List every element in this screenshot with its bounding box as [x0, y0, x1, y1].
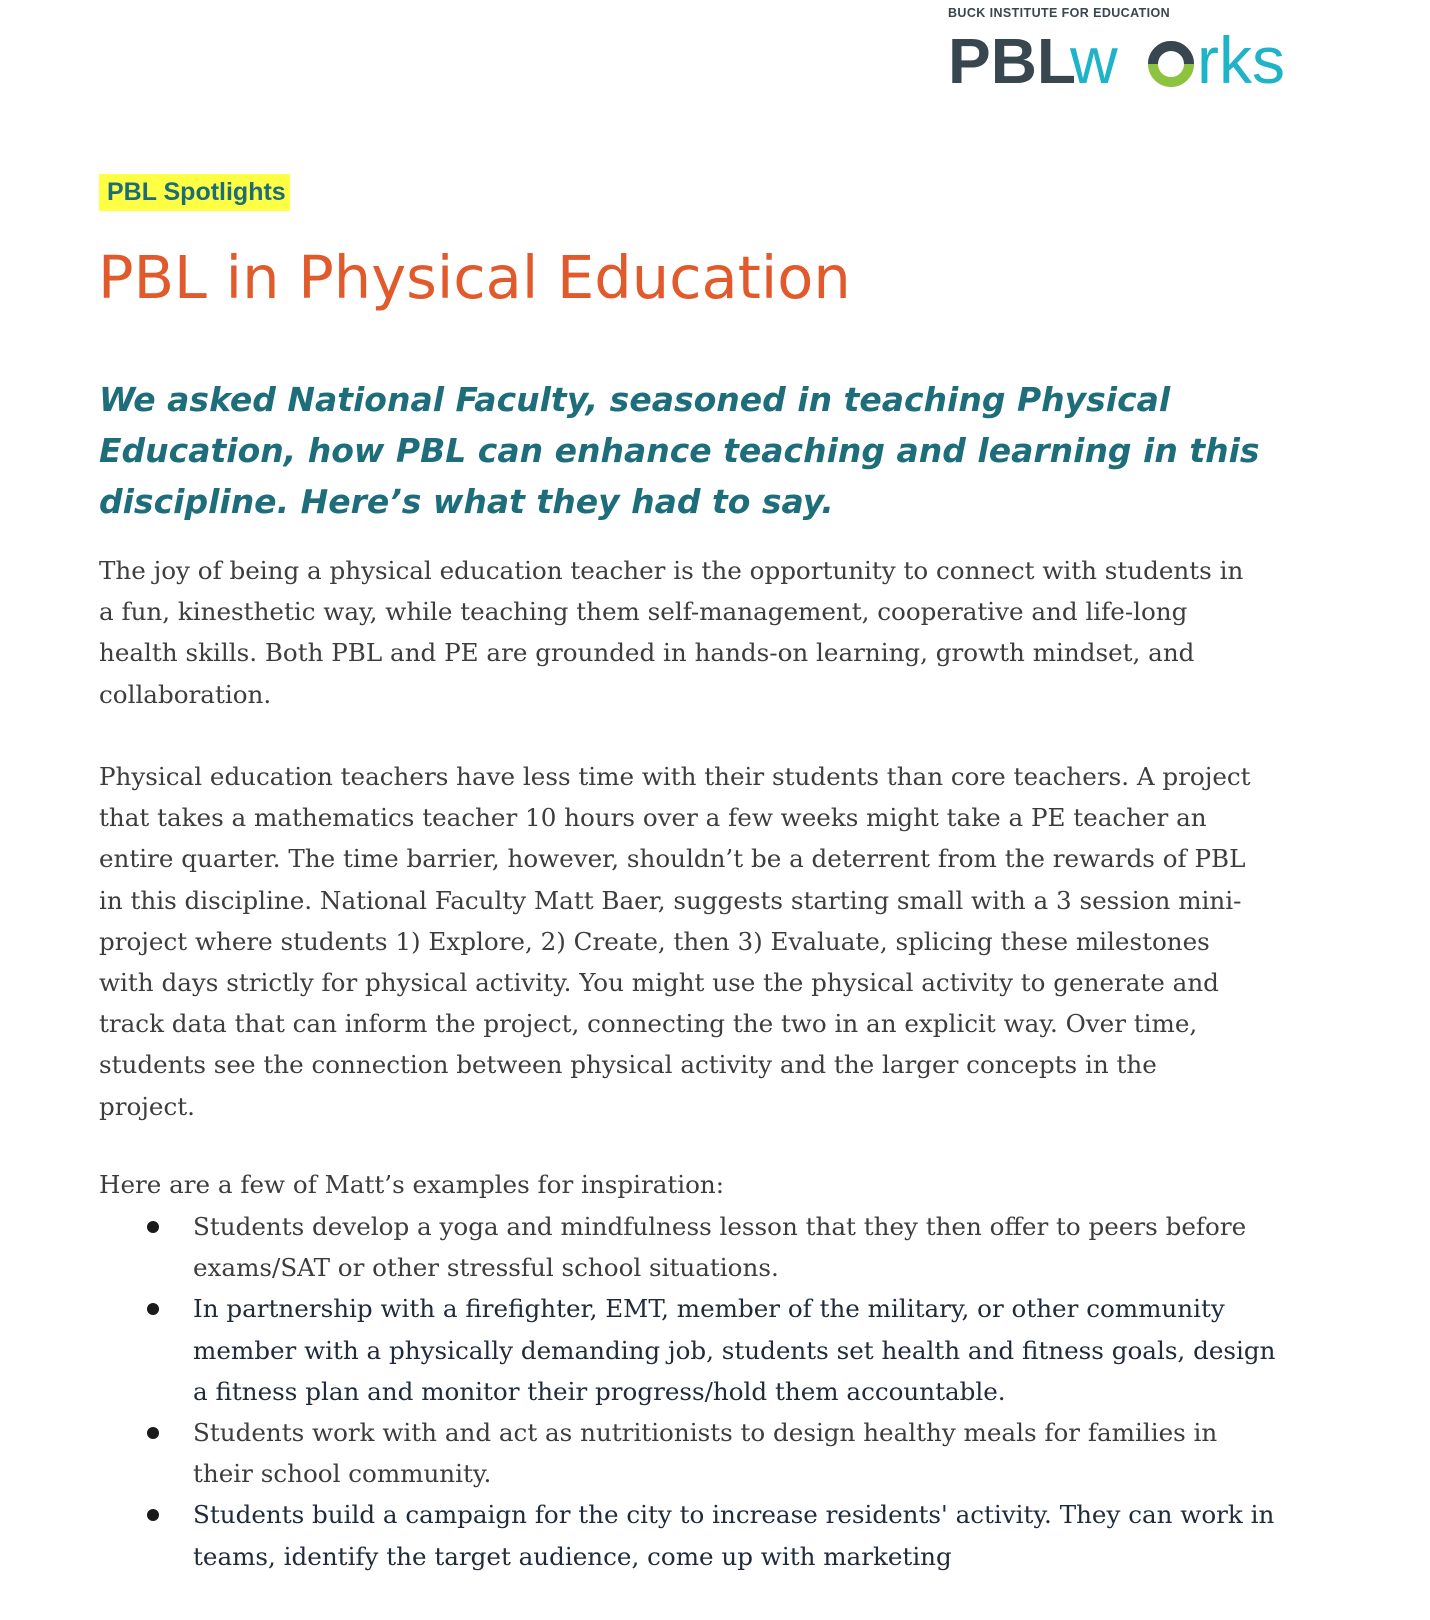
bullet-icon [147, 1221, 159, 1233]
page-subtitle: We asked National Faculty, seasoned in teaching Physical Education, how PBL can enhance teaching and learning in this discipline. Here’s what they had to say. [99, 380, 1260, 521]
logo-text-w: w [1070, 26, 1118, 96]
list-item-text: Students build a campaign for the city to increase residents' activity. They can work in teams, identify the target audience, come up with marketing [193, 1500, 1275, 1571]
list-item-text: Students work with and act as nutritionists to design healthy meals for families in their school community. [193, 1418, 1218, 1489]
pbl-spotlights-tag: PBL Spotlights [99, 174, 290, 211]
list-item [99, 1288, 1279, 1412]
bullet-icon [147, 1509, 159, 1521]
bullet-icon [147, 1427, 159, 1439]
logo-wordmark [948, 26, 1328, 96]
examples-intro: Here are a few of Matt’s examples for inspiration: [99, 1170, 725, 1199]
time-barrier-paragraph: Physical education teachers have less time with their students than core teachers. A project that takes a mathematics teacher 10 hours over a few weeks might take a PE teacher an entire quarter. The time barrier, however, shouldn’t be a deterrent from the rewards of PBL in this discipline. National Faculty Matt Baer, suggests starting small with a 3 session mini-project where students 1) Explore, 2) Create, then 3) Evaluate, splicing these milestones with days strictly for physical activity. You might use the physical activity to generate and track data that can inform the project, connecting the two in an explicit way. Over time, students see the connection between physical activity and the larger concepts in the project. [99, 762, 1251, 1121]
pblworks-logo [948, 4, 1328, 96]
logo-text-rks: rks [1197, 26, 1285, 96]
list-item-text: Students develop a yoga and mindfulness lesson that they then offer to peers before exams/SAT or other stressful school situations. [193, 1212, 1247, 1283]
list-item [99, 1412, 1279, 1494]
logo-institute-name: BUCK INSTITUTE FOR EDUCATION [948, 6, 1171, 20]
bullet-icon [147, 1303, 159, 1315]
page-title: PBL in Physical Education [98, 243, 851, 312]
list-item [99, 1494, 1279, 1576]
intro-paragraph: The joy of being a physical education teacher is the opportunity to connect with students in a fun, kinesthetic way, while teaching them self-management, cooperative and life-long health skills. Both PBL and PE are grounded in hands-on learning, growth mindset, and collaboration. [99, 556, 1244, 709]
list-item [99, 1206, 1279, 1288]
logo-o-icon [1153, 46, 1189, 82]
examples-list [99, 1206, 1279, 1577]
list-item-text: In partnership with a firefighter, EMT, member of the military, or other community member with a physically demanding job, students set health and fitness goals, design a fitness plan and monitor their progress/hold them accountable. [193, 1294, 1276, 1406]
logo-text-pbl: PBL [948, 26, 1076, 96]
